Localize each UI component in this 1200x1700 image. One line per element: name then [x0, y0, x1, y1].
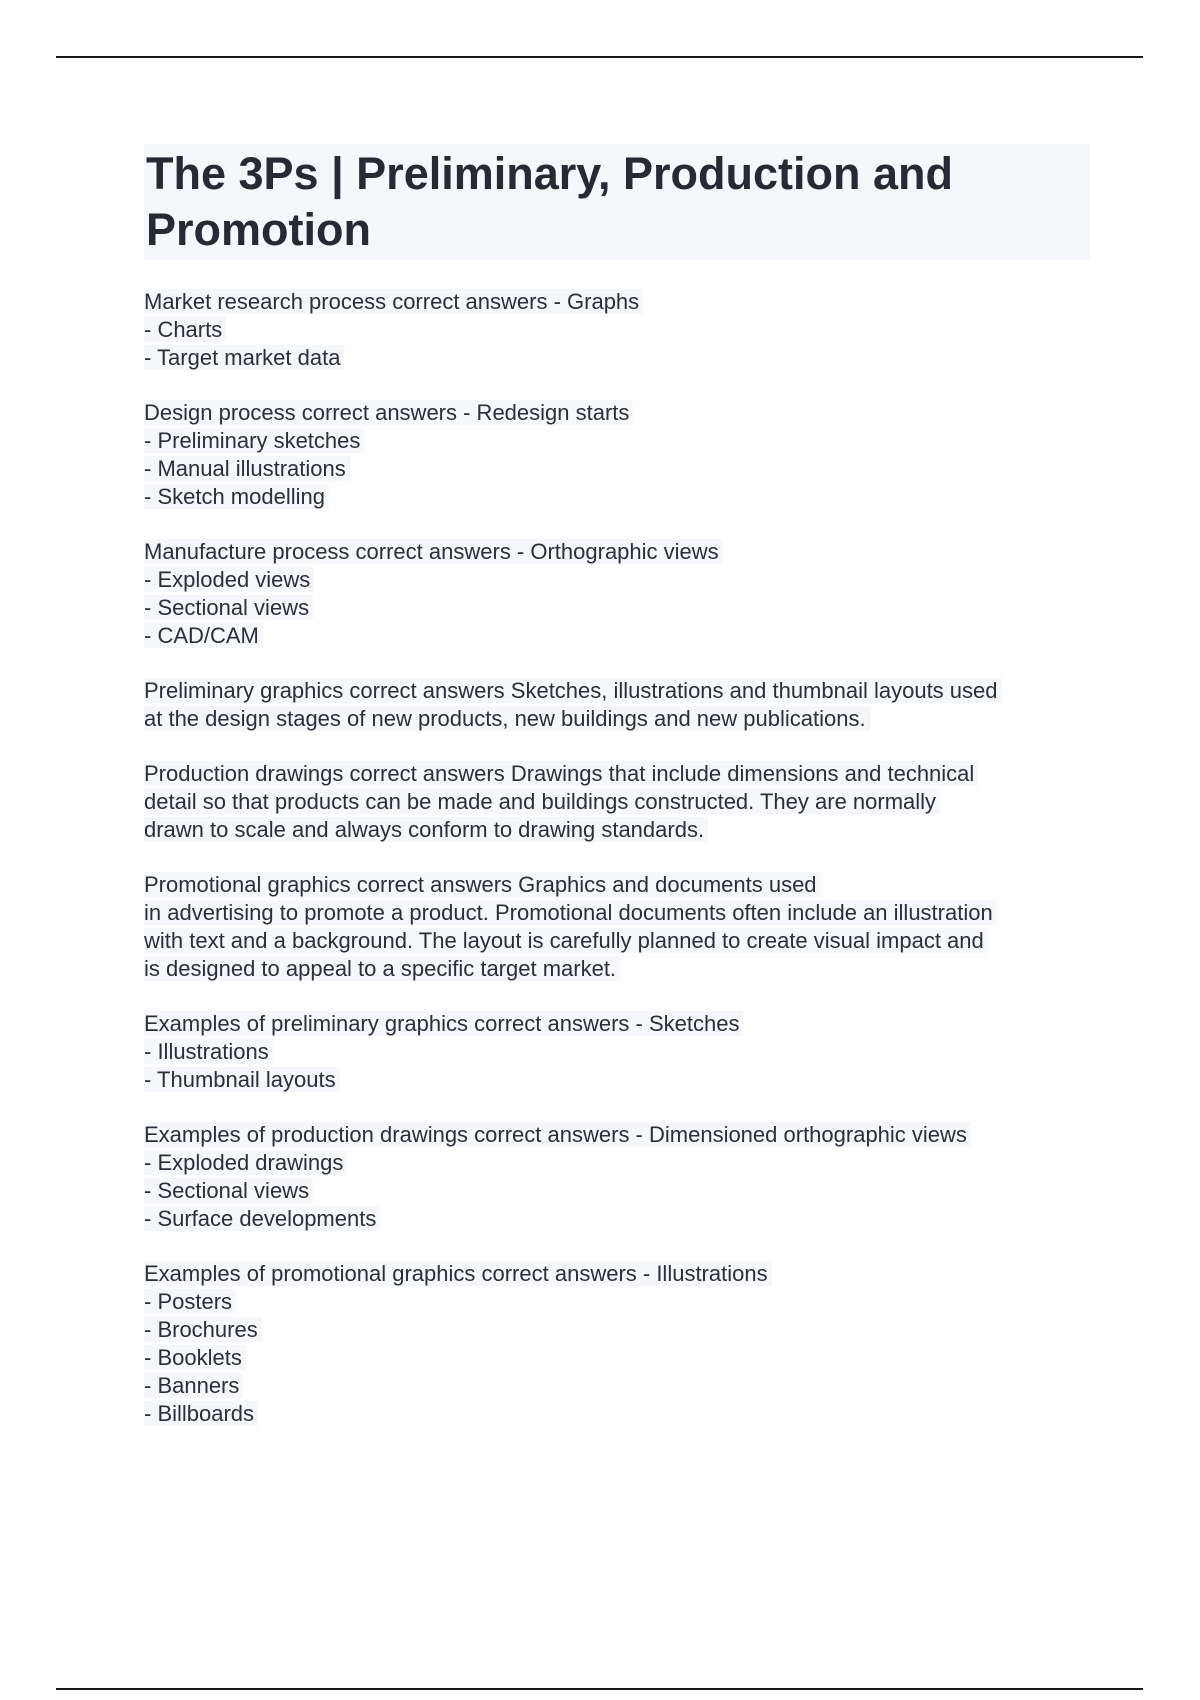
- entry-line: - Charts: [144, 317, 226, 342]
- entry-line: Examples of promotional graphics correct answers - Illustrations: [144, 1261, 772, 1286]
- qa-entry: [144, 288, 1090, 372]
- qa-entry: [144, 871, 1090, 983]
- entry-line: at the design stages of new products, new buildings and new publications.: [144, 706, 870, 731]
- entry-line: Manufacture process correct answers - Orthographic views: [144, 539, 723, 564]
- entry-line: - Sketch modelling: [144, 484, 329, 509]
- title-block: [144, 144, 1090, 260]
- entry-line: - Sectional views: [144, 595, 313, 620]
- entry-line: is designed to appeal to a specific target market.: [144, 956, 620, 981]
- entry-line: - Booklets: [144, 1345, 246, 1370]
- entry-line: - Exploded drawings: [144, 1150, 347, 1175]
- entry-line: Design process correct answers - Redesign starts: [144, 400, 633, 425]
- entry-line: drawn to scale and always conform to drawing standards.: [144, 817, 708, 842]
- entry-line: - Brochures: [144, 1317, 262, 1342]
- entry-line: - Manual illustrations: [144, 456, 350, 481]
- qa-entry: [144, 760, 1090, 844]
- entry-line: with text and a background. The layout is carefully planned to create visual impact and: [144, 928, 988, 953]
- qa-entry: [144, 538, 1090, 650]
- entry-line: - Sectional views: [144, 1178, 313, 1203]
- qa-entry: [144, 1260, 1090, 1428]
- entry-line: - Posters: [144, 1289, 236, 1314]
- top-rule: [56, 56, 1143, 58]
- entry-line: - Surface developments: [144, 1206, 380, 1231]
- entry-line: Promotional graphics correct answers Graphics and documents used: [144, 872, 821, 897]
- page-title: The 3Ps | Preliminary, Production and Promotion: [146, 148, 953, 255]
- qa-entry: [144, 677, 1090, 733]
- entry-line: - Exploded views: [144, 567, 314, 592]
- qa-entry: [144, 1010, 1090, 1094]
- entry-line: Preliminary graphics correct answers Sketches, illustrations and thumbnail layouts used: [144, 678, 1002, 703]
- document-body: [144, 144, 1090, 1455]
- entry-line: - Illustrations: [144, 1039, 273, 1064]
- qa-entry: [144, 399, 1090, 511]
- bottom-rule: [56, 1688, 1143, 1690]
- entry-line: Market research process correct answers - Graphs: [144, 289, 643, 314]
- entry-line: in advertising to promote a product. Promotional documents often include an illustration: [144, 900, 997, 925]
- qa-entry: [144, 1121, 1090, 1233]
- entry-line: - Target market data: [144, 345, 344, 370]
- entry-line: - Preliminary sketches: [144, 428, 364, 453]
- entry-line: - Thumbnail layouts: [144, 1067, 340, 1092]
- entry-line: - Billboards: [144, 1401, 258, 1426]
- entry-line: Examples of preliminary graphics correct answers - Sketches: [144, 1011, 743, 1036]
- entry-line: - CAD/CAM: [144, 623, 263, 648]
- entry-line: - Banners: [144, 1373, 243, 1398]
- entry-line: Production drawings correct answers Drawings that include dimensions and technical: [144, 761, 978, 786]
- entry-line: detail so that products can be made and buildings constructed. They are normally: [144, 789, 940, 814]
- entry-line: Examples of production drawings correct answers - Dimensioned orthographic views: [144, 1122, 971, 1147]
